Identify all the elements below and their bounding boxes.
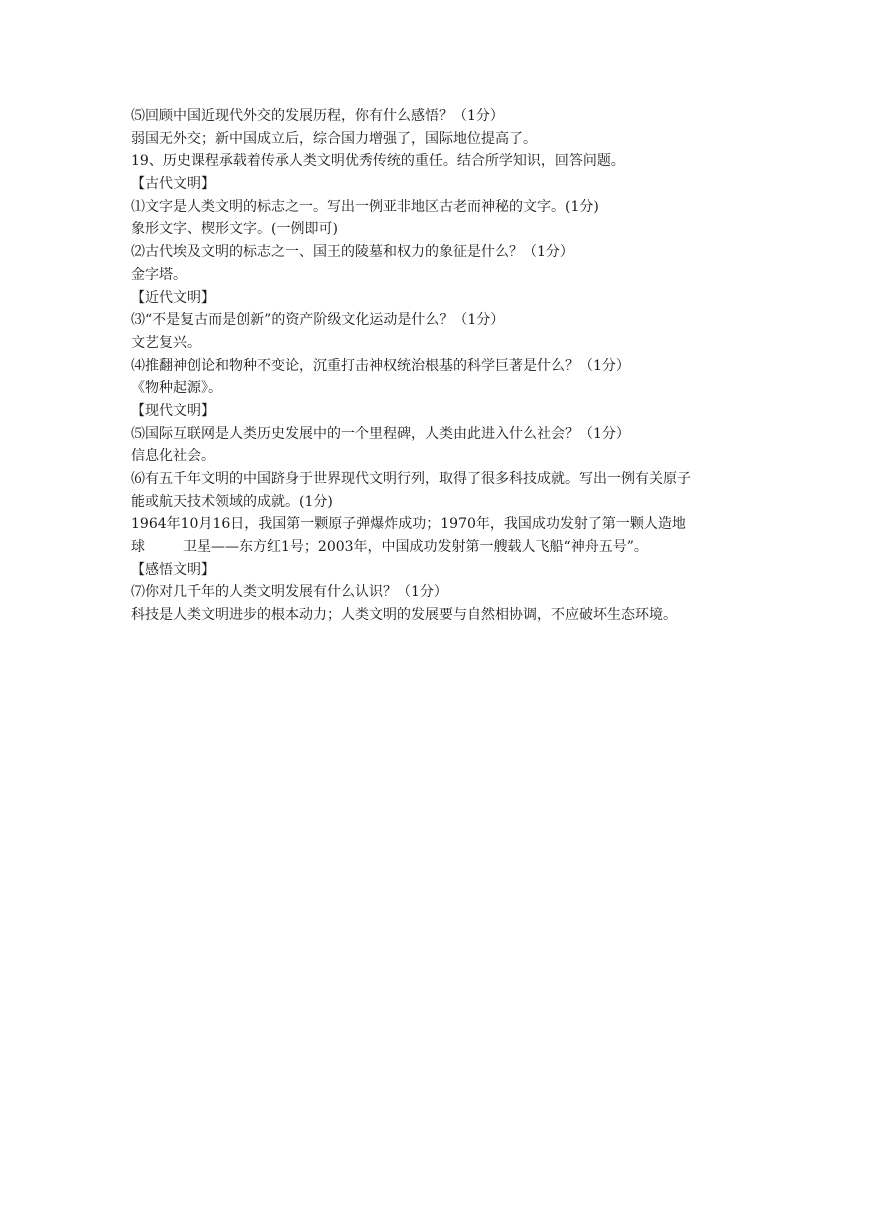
question-line: ⑸国际互联网是人类历史发展中的一个里程碑，人类由此进入什么社会？（1分） [131, 425, 630, 442]
section-heading: 【古代文明】 [131, 176, 215, 193]
section-heading: 【近代文明】 [131, 289, 215, 306]
answer-line: 弱国无外交；新中国成立后，综合国力增强了，国际地位提高了。 [131, 130, 537, 147]
question-line: 19、历史课程承载着传承人类文明优秀传统的重任。结合所学知识，回答问题。 [131, 153, 625, 170]
question-line: ⑶“不是复古而是创新”的资产阶级文化运动是什么？（1分） [131, 312, 505, 329]
answer-line: 科技是人类文明进步的根本动力；人类文明的发展要与自然相协调，不应破坏生态环境。 [131, 607, 677, 624]
question-line-continued: 能或航天技术领域的成就。(1分) [131, 493, 333, 510]
answer-line: 象形文字、楔形文字。(一例即可) [131, 221, 338, 238]
question-line: ⑺你对几千年的人类文明发展有什么认识？（1分） [131, 584, 448, 601]
answer-line: 信息化社会。 [131, 448, 215, 465]
section-heading: 【现代文明】 [131, 402, 215, 419]
document-body [131, 105, 741, 627]
question-line: ⑸回顾中国近现代外交的发展历程，你有什么感悟？（1分） [131, 108, 504, 124]
question-line: ⑴文字是人类文明的标志之一。写出一例亚非地区古老而神秘的文字。(1分) [131, 198, 599, 215]
answer-line: 金字塔。 [131, 266, 187, 283]
answer-line: 《物种起源》。 [131, 380, 222, 397]
answer-fragment-left: 球 [131, 539, 145, 556]
section-heading: 【感悟文明】 [131, 561, 215, 578]
answer-line-continued [131, 536, 741, 559]
answer-line: 1964年10月16日，我国第一颗原子弹爆炸成功；1970年，我国成功发射了第一颗人造地 [131, 516, 686, 533]
question-line: ⑹有五千年文明的中国跻身于世界现代文明行列，取得了很多科技成就。写出一例有关原子 [131, 471, 691, 487]
answer-fragment-right: 卫星——东方红1号；2003年，中国成功发射第一艘载人飞船“神舟五号”。 [183, 539, 648, 556]
answer-line: 文艺复兴。 [131, 334, 201, 351]
question-line: ⑵古代埃及文明的标志之一、国王的陵墓和权力的象征是什么？（1分） [131, 244, 574, 261]
question-line: ⑷推翻神创论和物种不变论，沉重打击神权统治根基的科学巨著是什么？（1分） [131, 357, 630, 374]
